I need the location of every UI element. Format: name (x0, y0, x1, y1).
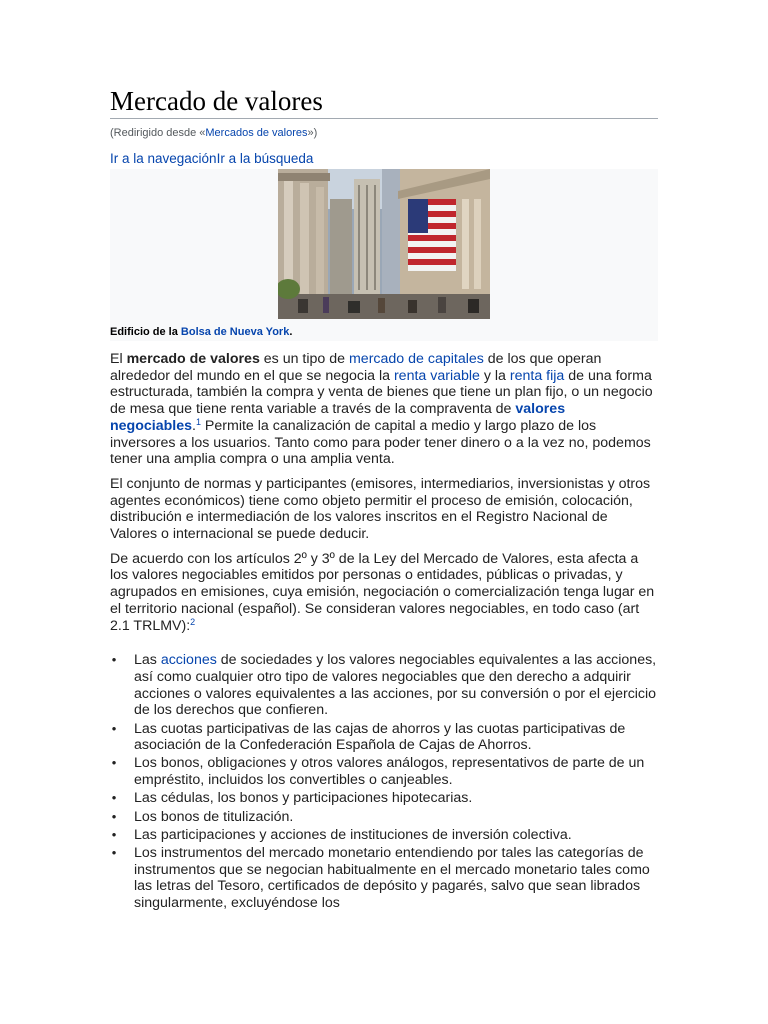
bullet-icon (110, 809, 118, 826)
link-renta-variable[interactable]: renta variable (393, 367, 480, 384)
nyse-building-photo[interactable] (278, 169, 490, 319)
list-item (110, 845, 658, 912)
reference-link[interactable]: 2 (190, 616, 196, 627)
redirect-note (110, 126, 658, 140)
list-item (110, 652, 658, 719)
list-item-text: Las cédulas, los bonos y participaciones hipotecarias. (134, 790, 473, 807)
list-item-text: Las participaciones y acciones de instituciones de inversión colectiva. (134, 826, 572, 843)
list-item-text: de sociedades y los valores negociables equivalentes a las acciones, así como cualquier otro tipo de valores negociables que den derecho a adquirir acciones o valores equivalentes a las acciones, por su conversión o por el ejercicio de los derechos que confieren. (134, 652, 657, 719)
list-item-text: Las cuotas participativas de las cajas de ahorros y las cuotas participativas de asociación de la Confederación Española de Cajas de Ahorros. (134, 720, 626, 754)
jump-to-navigation-link[interactable]: Ir a la navegación (110, 151, 217, 166)
bullet-icon (110, 790, 118, 807)
redirect-suffix: ») (307, 127, 318, 139)
p1-bold-term: mercado de valores (126, 351, 260, 367)
article (110, 0, 658, 913)
list-item (110, 721, 658, 754)
bullet-icon (110, 652, 118, 669)
p1-text: es un tipo de (259, 351, 349, 367)
p1-text: de una forma estructurada, también la compra y venta de bienes que tiene un plan fijo, o un negocio de mesa que tiene renta variable a través de la compraventa de (110, 367, 653, 418)
securities-list (110, 652, 658, 912)
p1-text: . (192, 417, 196, 434)
list-item (110, 755, 658, 788)
p1-text: y la (479, 367, 510, 384)
redirect-link[interactable]: Mercados de valores (205, 127, 308, 139)
p1-text: de los que operan alrededor del mundo en el que se negocia la (110, 351, 602, 384)
jump-links (110, 151, 658, 167)
third-paragraph (110, 551, 658, 635)
caption-link[interactable]: Bolsa de Nueva York (180, 326, 290, 338)
page-title: Mercado de valores (110, 0, 658, 119)
p3-text: De acuerdo con los artículos 2º y 3º de la Ley del Mercado de Valores, esta afecta a los valores negociables emitidos por personas o entidades, públicas o privadas, y agrupados en emisiones, cuya emisión, negociación o comercialización tenga lugar en el territorio nacional (español). Se consideran valores negociables, en todo caso (art 2.1 TRLMV): (110, 550, 655, 634)
list-item (110, 809, 658, 826)
list-item (110, 827, 658, 844)
list-item-text: Los instrumentos del mercado monetario entendiendo por tales las categorías de instrumentos que se negocian habitualmente en el mercado monetario tales como las letras del Tesoro, certificados de depósito y pagarés, salvo que sean librados singularmente, excluyéndose los (134, 844, 650, 912)
jump-to-search-link[interactable]: Ir a la búsqueda (216, 151, 314, 166)
p1-text: Permite la canalización de capital a medio y largo plazo de los inversores a los usuarios. Tanto como para poder tener dinero o a la vez no, podemos tener una amplia compra o una amplia venta. (110, 417, 651, 468)
p1-text: El (110, 351, 127, 367)
caption-suffix: . (289, 326, 293, 338)
link-valores-negociables[interactable]: valores negociables (110, 401, 566, 434)
link-renta-fija[interactable]: renta fija (509, 367, 565, 384)
list-item-text: Los bonos de titulización. (134, 808, 294, 825)
bullet-icon (110, 845, 118, 862)
redirect-prefix: (Redirigido desde « (110, 127, 206, 139)
bullet-icon (110, 755, 118, 772)
reference-link[interactable]: 1 (195, 416, 201, 427)
list-item-text: Las (134, 652, 161, 669)
link-acciones[interactable]: acciones (160, 652, 217, 669)
bullet-icon (110, 827, 118, 844)
intro-paragraph (110, 351, 658, 468)
figure-caption (110, 325, 292, 339)
bullet-icon (110, 721, 118, 738)
list-item-text: Los bonos, obligaciones y otros valores análogos, representativos de parte de un empréstito, incluidos los convertibles o canjeables. (134, 755, 645, 789)
list-item (110, 790, 658, 807)
caption-prefix: Edificio de la (110, 326, 181, 338)
figure (110, 169, 658, 341)
second-paragraph: El conjunto de normas y participantes (emisores, intermediarios, inversionistas y otros agentes económicos) tiene como objeto permitir el proceso de emisión, colocación, distribución e intermediación de los valores inscritos en el Registro Nacional de Valores o internacional se puede deducir. (110, 475, 651, 543)
link-mercado-de-capitales[interactable]: mercado de capitales (348, 351, 484, 367)
